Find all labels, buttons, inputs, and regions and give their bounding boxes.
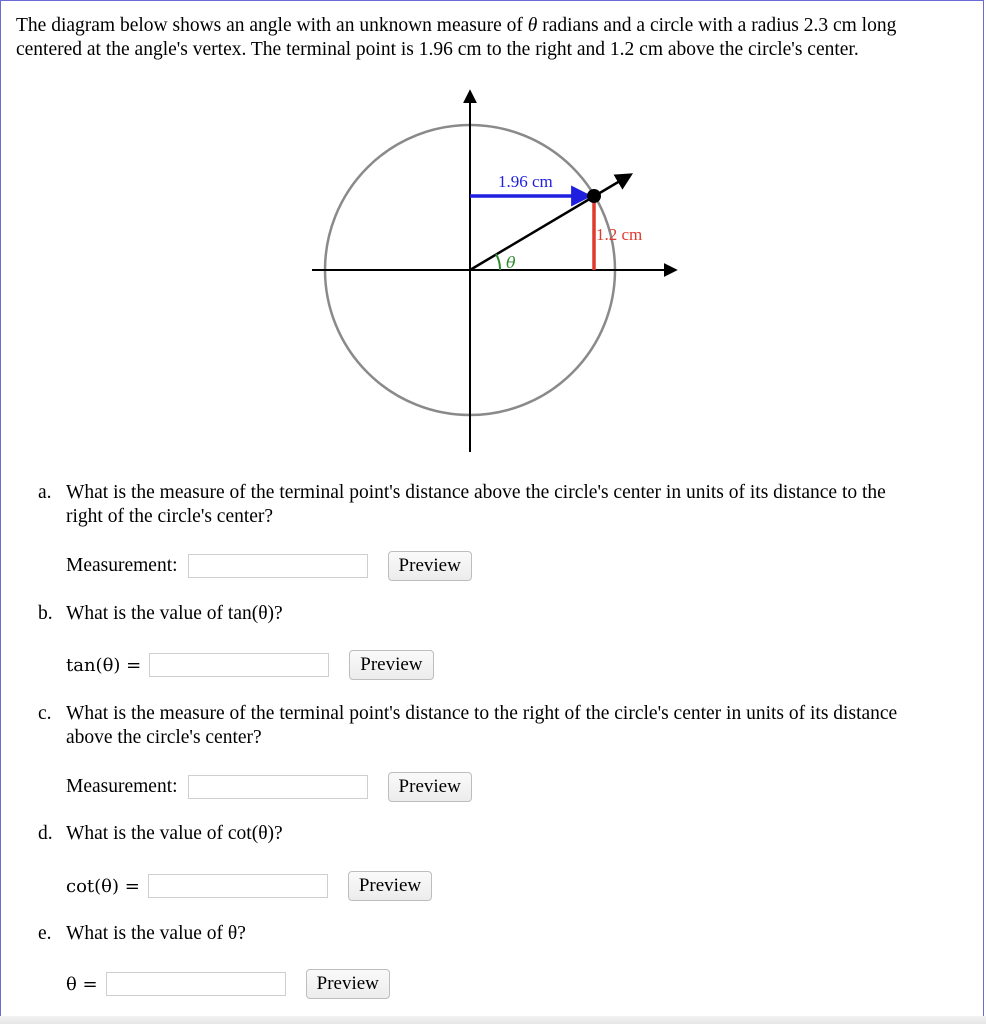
question-e-text: What is the value of θ? bbox=[66, 923, 246, 944]
question-e bbox=[38, 922, 246, 946]
horizontal-leg-label: 1.96 cm bbox=[498, 172, 553, 191]
measurement-input-c[interactable] bbox=[188, 775, 368, 799]
angle-circle-diagram bbox=[300, 80, 690, 460]
measurement-input-a[interactable] bbox=[188, 554, 368, 578]
question-b-letter: b. bbox=[38, 603, 53, 624]
answer-row-b bbox=[66, 650, 434, 680]
question-c-line1: What is the measure of the terminal point's distance to the right of the circle's center in units of its distance bbox=[66, 703, 898, 724]
preview-button-d[interactable]: Preview bbox=[348, 871, 432, 901]
answer-row-c bbox=[66, 772, 472, 802]
question-c-line2: above the circle's center? bbox=[66, 727, 262, 748]
question-d-text: What is the value of cot(θ)? bbox=[66, 823, 283, 844]
answer-e-label: θ = bbox=[66, 973, 98, 995]
answer-a-label: Measurement: bbox=[66, 555, 178, 576]
cot-input[interactable] bbox=[148, 874, 328, 898]
answer-b-label: tan(θ) = bbox=[66, 654, 142, 676]
preview-button-a[interactable]: Preview bbox=[388, 551, 472, 581]
question-a bbox=[38, 481, 886, 527]
intro-line1-pre: The diagram below shows an angle with an unknown measure of bbox=[16, 15, 523, 36]
terminal-point bbox=[587, 189, 601, 203]
intro-theta: θ bbox=[527, 15, 538, 36]
answer-c-label: Measurement: bbox=[66, 776, 178, 797]
question-a-letter: a. bbox=[38, 482, 52, 503]
question-d bbox=[38, 822, 283, 846]
preview-button-c[interactable]: Preview bbox=[388, 772, 472, 802]
question-a-line2: right of the circle's center? bbox=[66, 506, 274, 527]
problem-intro bbox=[16, 14, 966, 62]
preview-button-b[interactable]: Preview bbox=[349, 650, 433, 680]
preview-button-e[interactable]: Preview bbox=[306, 969, 390, 999]
answer-row-e bbox=[66, 969, 390, 999]
question-d-letter: d. bbox=[38, 823, 53, 844]
intro-line2: centered at the angle's vertex. The terminal point is 1.96 cm to the right and 1.2 cm above the circle's center. bbox=[16, 39, 859, 60]
intro-line1-post: radians and a circle with a radius 2.3 cm long bbox=[542, 15, 897, 36]
question-b bbox=[38, 602, 283, 626]
question-c bbox=[38, 702, 898, 748]
bottom-strip bbox=[0, 1016, 986, 1024]
question-a-line1: What is the measure of the terminal point's distance above the circle's center in units of its distance to the bbox=[66, 482, 886, 503]
answer-row-d bbox=[66, 871, 432, 901]
answer-row-a bbox=[66, 551, 472, 581]
answer-d-label: cot(θ) = bbox=[66, 875, 140, 897]
vertical-leg-label: 1.2 cm bbox=[596, 225, 643, 244]
angle-arc bbox=[496, 254, 500, 270]
question-e-letter: e. bbox=[38, 923, 52, 944]
tan-input[interactable] bbox=[149, 653, 329, 677]
question-c-letter: c. bbox=[38, 703, 52, 724]
theta-input[interactable] bbox=[106, 972, 286, 996]
angle-label: θ bbox=[506, 253, 516, 272]
question-b-text: What is the value of tan(θ)? bbox=[66, 603, 283, 624]
